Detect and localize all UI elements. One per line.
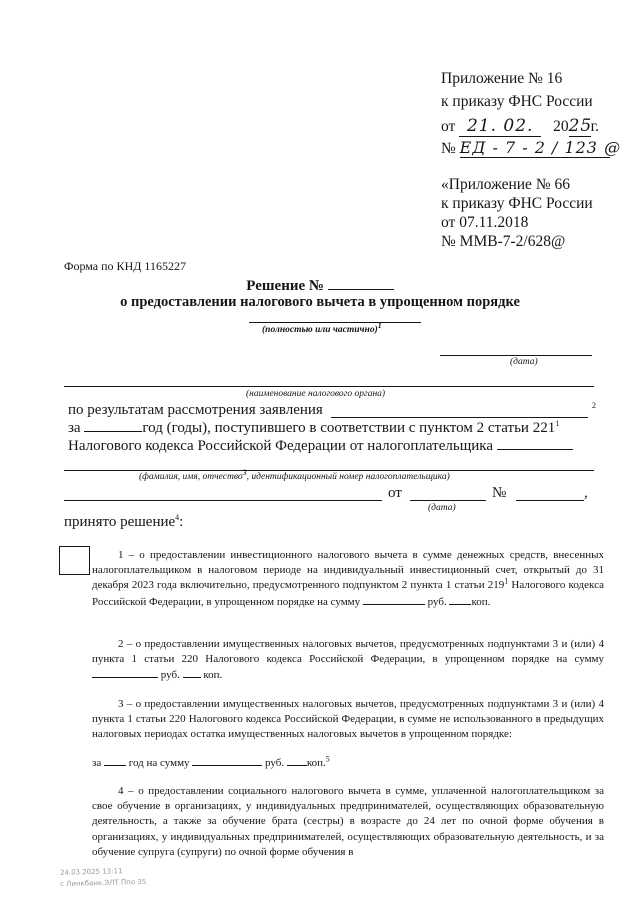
code-line: Налогового кодекса Российской Федерации от налогоплательщика: [68, 438, 573, 455]
handwritten-date: 21. 02.: [459, 116, 541, 137]
mode-caption: (полностью или частично)$^1$: [262, 320, 382, 335]
option-2: 2 – о предоставлении имущественных налоговых вычетов, предусмотренных подпунктами 3 и (или) 4 пункта 1 статьи 220 Налогового кодекса Российской Федерации, в упрощенном порядке на сумму руб. коп.: [92, 638, 604, 682]
taxpayer-name-line: [64, 500, 382, 501]
authority-caption: (наименование налогового органа): [246, 389, 386, 399]
from-date-line: [410, 500, 486, 501]
option-4: 4 – о предоставлении социального налогового вычета в сумме, уплаченной налогоплательщиком за свое обучение в организациях, у индивидуальных предпринимателей, осуществляющих образовательную деятельность, а также за обучение брата (сестры) в возрасте до 24 лет по очной форме обучения в организациях, у индивидуальных предпринимателей, осуществляющих образовательную деятельность, и за обучение супруга (супруги) по очной форме обучения в: [92, 785, 604, 858]
number-prefix: №: [441, 140, 456, 157]
prior-attachment-line3: от 07.11.2018: [441, 214, 529, 231]
year-blank: [84, 421, 142, 432]
review-footnote: 2: [592, 401, 596, 410]
decision-subject: о предоставлении налогового вычета в упрощенном порядке: [120, 294, 520, 310]
date-caption: (дата): [510, 357, 538, 367]
taxpayer-field-line: [64, 470, 594, 471]
option-1: 1 – о предоставлении инвестиционного налогового вычета в сумме денежных средств, внесенных налогоплательщиком в налоговом периоде на индивидуальный инвестиционный счет, открытый до 31 декабря 2023 года включительно, предусмотренного подпунктом 2 пункта 1 статьи $219^1$ Налогового кодекса Российской Федерации, в упрощенном порядке на сумму руб. коп.: [92, 549, 604, 608]
comma: ,: [584, 485, 588, 501]
number-label: №: [492, 485, 507, 501]
prior-attachment-line2: к приказу ФНС России: [441, 195, 593, 212]
option-3: 3 – о предоставлении имущественных налоговых вычетов, предусмотренных подпунктами 3 и (или) 4 пункта 1 статьи 220 Налогового кодекса Российской Федерации, в сумме не использованного в предыдущих налоговых периодах остатка имущественных налоговых вычетов в упрощенном порядке:: [92, 698, 604, 741]
year-prefix: 20: [553, 118, 569, 135]
review-line: по результатам рассмотрения заявления: [68, 402, 323, 418]
from-label: от: [388, 485, 402, 501]
order-date-line: [441, 116, 599, 137]
date-field-line: [440, 355, 592, 356]
decision-title: [0, 275, 640, 295]
mode-field-line: [249, 322, 421, 323]
handwritten-year: 25: [568, 116, 593, 136]
period-line: за год (годы), поступившего в соответствии с пунктом 2 статьи $221^1$: [68, 419, 560, 436]
date-prefix: от: [441, 118, 456, 135]
option-3-sum-line: за год на сумму руб. коп.$^5$: [92, 754, 330, 769]
decision-checkbox[interactable]: [59, 546, 90, 575]
prior-attachment-line4: № ММВ-7-2/628@: [441, 233, 566, 250]
application-number-line: [516, 500, 584, 501]
form-code: Форма по КНД 1165227: [64, 259, 186, 273]
attachment-number: Приложение № 16: [441, 70, 563, 87]
decision-title-text: Решение №: [246, 278, 324, 294]
prior-attachment-line1: «Приложение № 66: [441, 176, 570, 193]
order-reference: к приказу ФНС России: [441, 93, 593, 110]
date2-caption: (дата): [428, 503, 456, 513]
year-suffix: г.: [590, 118, 600, 135]
taxpayer-caption: (фамилия, имя, отчество$^3$, идентификационный номер налогоплательщика): [139, 467, 450, 482]
authority-field-line: [64, 386, 594, 387]
application-field-line: [331, 417, 588, 418]
decision-number-field: [328, 275, 394, 290]
taxpayer-blank: [497, 439, 573, 450]
scan-watermark-line2: с Линкбанк.ЭЛТ Ппо 35: [59, 877, 147, 889]
decision-label: принято решение$^4$:: [64, 513, 184, 530]
scan-watermark-line1: 24.03.2025 13:11: [59, 867, 123, 877]
order-number-line: [441, 138, 622, 158]
handwritten-number: ЕД - 7 - 2 / 123 @: [459, 138, 622, 157]
